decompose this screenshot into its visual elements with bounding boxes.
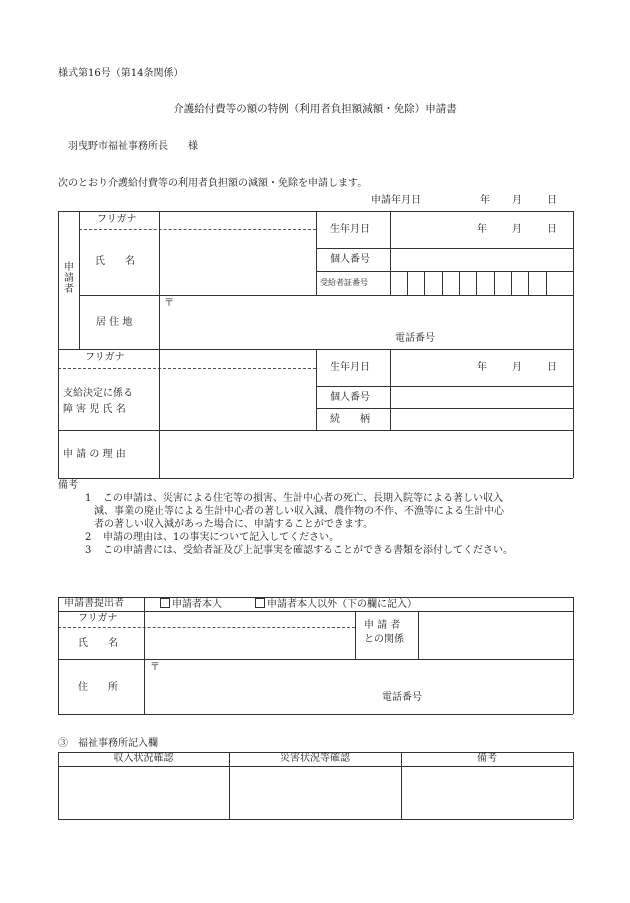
note-1-line2: 減、事業の廃止等による生計中心者の著しい収入減、農作物の不作、不漁等による生計中心 <box>94 506 504 517</box>
child-relationship-label: 続 柄 <box>330 414 370 425</box>
submitter-name-field[interactable] <box>145 612 354 658</box>
submitter-address-field[interactable] <box>145 660 572 713</box>
child-birthdate-label: 生年月日 <box>330 362 370 373</box>
applicant-address-field[interactable] <box>160 296 572 348</box>
applicant-name-label: 氏 名 <box>95 256 135 267</box>
child-label-line2: 障 害 児 氏 名 <box>63 404 126 415</box>
child-label-line1: 支給決定に係る <box>63 388 133 399</box>
child-furigana-label: フリガナ <box>85 352 125 363</box>
child-relationship-field[interactable] <box>391 409 572 429</box>
reason-label: 申 請 の 理 由 <box>63 449 126 460</box>
applicant-personal-number-label: 個人番号 <box>330 254 370 265</box>
application-date-month: 月 <box>512 195 522 206</box>
submitter-postal-mark: 〒 <box>150 662 160 673</box>
checkbox-other-icon[interactable] <box>255 598 265 608</box>
child-personal-number-label: 個人番号 <box>330 392 370 403</box>
child-birth-month: 月 <box>512 362 522 373</box>
submitter-relation-line2: との関係 <box>364 634 404 645</box>
applicant-name-field[interactable] <box>160 230 315 294</box>
applicant-birth-day: 日 <box>547 224 557 235</box>
form-title: 介護給付費等の額の特例（利用者負担額減額・免除）申請書 <box>173 103 457 115</box>
submitter-option-other[interactable] <box>255 598 417 611</box>
applicant-postal-mark: 〒 <box>164 298 174 309</box>
office-disaster-field[interactable] <box>230 767 400 818</box>
submitter-address-label: 住 所 <box>78 682 118 693</box>
application-date-day: 日 <box>547 195 557 206</box>
office-heading: ③ 福祉事務所記入欄 <box>58 738 158 749</box>
note-1-line3: 者の著しい収入減があった場合に、申請することができます。 <box>94 519 374 530</box>
submitter-phone-label: 電話番号 <box>382 692 422 703</box>
applicant-birth-year: 年 <box>477 224 487 235</box>
applicant-birthdate-label: 生年月日 <box>330 224 370 235</box>
application-date-label: 申請年月日 <box>371 195 421 206</box>
application-date-year: 年 <box>480 195 490 206</box>
option-self-label: 申請者本人 <box>172 599 222 610</box>
office-col-income: 収入状況確認 <box>113 753 174 764</box>
submitter-furigana-label: フリガナ <box>78 613 118 624</box>
note-1-line1: この申請は、災害による住宅等の損害、生計中心者の死亡、長期入院等による著しい収入 <box>103 493 503 504</box>
submitter-label: 申請書提出者 <box>64 598 124 609</box>
applicant-birth-month: 月 <box>512 224 522 235</box>
applicant-phone-label: 電話番号 <box>395 333 435 344</box>
child-name-field[interactable] <box>160 369 315 429</box>
office-income-field[interactable] <box>59 767 228 818</box>
submitter-option-self[interactable] <box>160 598 222 611</box>
office-col-disaster: 災害状況等確認 <box>280 753 350 764</box>
form-number: 様式第16号（第14条関係） <box>58 68 184 79</box>
note-2-num: 2 <box>85 532 92 543</box>
submitter-name-label: 氏 名 <box>78 638 118 649</box>
applicant-section-label: 申請者 <box>64 262 74 295</box>
applicant-personal-number-field[interactable] <box>391 249 572 270</box>
child-personal-number-field[interactable] <box>391 387 572 407</box>
office-col-remarks: 備考 <box>477 753 497 764</box>
note-3-line1: この申請書には、受給者証及び上記事実を確認することができる書類を添付してください。 <box>103 545 513 556</box>
notes-heading: 備考 <box>58 480 78 491</box>
applicant-address-label: 居 住 地 <box>96 317 133 328</box>
intro-text: 次のとおり介護給付費等の利用者負担額の減額・免除を申請します。 <box>58 178 368 189</box>
checkbox-self-icon[interactable] <box>160 598 170 608</box>
addressee: 羽曳野市福祉事務所長 様 <box>68 141 198 152</box>
submitter-relation-field[interactable] <box>419 612 572 658</box>
applicant-furigana-label: フリガナ <box>97 214 137 225</box>
child-birth-year: 年 <box>477 362 487 373</box>
note-2-line1: 申請の理由は、1の事実について記入してください。 <box>103 532 340 543</box>
note-1-num: 1 <box>85 493 92 504</box>
recipient-cert-number-label: 受給者証番号 <box>320 278 368 287</box>
office-remarks-field[interactable] <box>402 767 572 818</box>
reason-field[interactable] <box>160 431 572 477</box>
option-other-label: 申請者本人以外（下の欄に記入） <box>267 599 417 610</box>
note-3-num: 3 <box>85 545 92 556</box>
child-birth-day: 日 <box>547 362 557 373</box>
submitter-relation-line1: 申 請 者 <box>364 620 401 631</box>
